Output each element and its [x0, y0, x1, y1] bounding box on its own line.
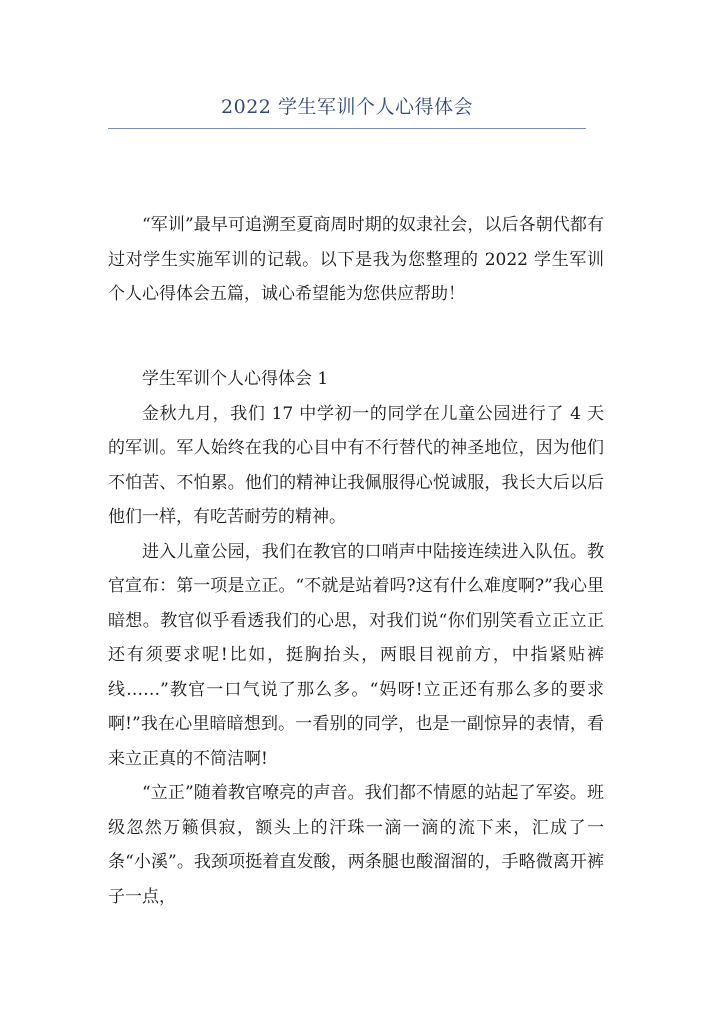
- intro-block: [108, 208, 604, 312]
- body-paragraph-3: “立正”随着教官嘹亮的声音。我们都不情愿的站起了军姿。班级忽然万籁俱寂，额头上的汗珠一滴一滴的流下来，汇成了一条“小溪”。我颈项挺着直发酸，两条腿也酸溜溜的，手略微离开裤子一点，: [108, 783, 604, 907]
- title-underline: [108, 128, 586, 129]
- essay-block: [108, 362, 604, 914]
- intro-paragraph: “军训”最早可追溯至夏商周时期的奴隶社会，以后各朝代都有过对学生实施军训的记载。以下是我为您整理的 2022 学生军训个人心得体会五篇，诚心希望能为您供应帮助！: [108, 215, 604, 304]
- document-title: 2022 学生军训个人心得体会: [221, 96, 473, 118]
- body-paragraph-1: 金秋九月，我们 17 中学初一的同学在儿童公园进行了 4 天的军训。军人始终在我的心目中有不行替代的神圣地位，因为他们不怕苦、不怕累。他们的精神让我佩服得心悦诚服，我长大后以后他们一样，有吃苦耐劳的精神。: [108, 403, 604, 527]
- body-paragraph-2: 进入儿童公园，我们在教官的口哨声中陆接连续进入队伍。教官宣布：第一项是立正。“不就是站着吗?这有什么难度啊?”我心里暗想。教官似乎看透我们的心思，对我们说“你们别笑看立正立正还有须要求呢!比如，挺胸抬头，两眼目视前方，中指紧贴裤线……”教官一口气说了那么多。“妈呀!立正还有那么多的要求啊!”我在心里暗暗想到。一看别的同学，也是一副惊异的表情，看来立正真的不简洁啊!: [108, 541, 604, 769]
- section-heading: 学生军训个人心得体会 1: [142, 369, 329, 389]
